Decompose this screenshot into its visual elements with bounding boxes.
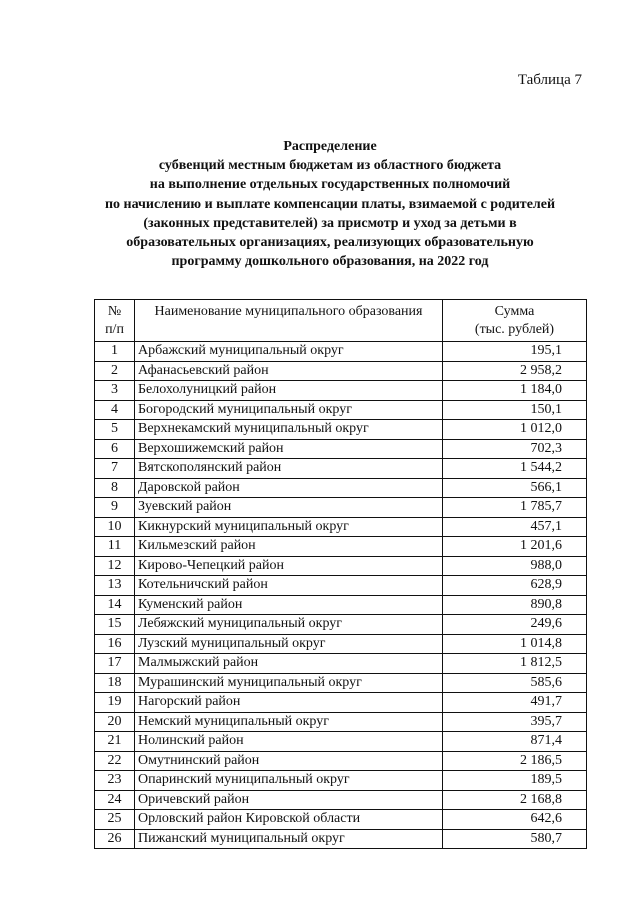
- municipality-name: Верхошижемский район: [135, 439, 443, 459]
- table-row: [95, 634, 587, 654]
- row-number: 4: [95, 400, 135, 420]
- municipality-name: Кирово-Чепецкий район: [135, 556, 443, 576]
- municipality-name: Лузский муниципальный округ: [135, 634, 443, 654]
- table-row: [95, 498, 587, 518]
- row-number: 22: [95, 751, 135, 771]
- row-number: 24: [95, 790, 135, 810]
- row-number: 6: [95, 439, 135, 459]
- title-line: субвенций местным бюджетам из областного бюджета: [158, 158, 502, 174]
- table-row: [95, 537, 587, 557]
- municipality-name: Немский муниципальный округ: [135, 712, 443, 732]
- municipality-name: Белохолуницкий район: [135, 381, 443, 401]
- subvention-amount: 988,0: [443, 556, 587, 576]
- row-number: 21: [95, 732, 135, 752]
- table-row: [95, 712, 587, 732]
- row-number: 8: [95, 478, 135, 498]
- subvention-amount: 395,7: [443, 712, 587, 732]
- municipality-name: Малмыжский район: [135, 654, 443, 674]
- document-title: [60, 137, 600, 271]
- row-number: 1: [95, 342, 135, 362]
- header-num-line: №: [107, 304, 122, 319]
- subvention-amount: 1 544,2: [443, 459, 587, 479]
- municipality-name: Нагорский район: [135, 693, 443, 713]
- row-number: 3: [95, 381, 135, 401]
- subvention-amount: 580,7: [443, 829, 587, 849]
- table-row: [95, 829, 587, 849]
- municipality-name: Орловский район Кировской области: [135, 810, 443, 830]
- table-row: [95, 361, 587, 381]
- title-line: Распределение: [283, 139, 377, 154]
- row-number: 18: [95, 673, 135, 693]
- table-number-label: Таблица 7: [517, 72, 582, 88]
- municipality-name: Пижанский муниципальный округ: [135, 829, 443, 849]
- table-row: [95, 576, 587, 596]
- subvention-amount: 1 012,0: [443, 420, 587, 440]
- table-row: [95, 381, 587, 401]
- municipality-name: Вятскополянский район: [135, 459, 443, 479]
- row-number: 19: [95, 693, 135, 713]
- table-row: [95, 478, 587, 498]
- municipality-name: Лебяжский муниципальный округ: [135, 615, 443, 635]
- subvention-amount: 2 958,2: [443, 361, 587, 381]
- municipality-name: Кильмезский район: [135, 537, 443, 557]
- subvention-amount: 491,7: [443, 693, 587, 713]
- row-number: 13: [95, 576, 135, 596]
- subvention-amount: 1 785,7: [443, 498, 587, 518]
- municipality-name: Афанасьевский район: [135, 361, 443, 381]
- table-row: [95, 771, 587, 791]
- column-header-name: [135, 300, 443, 342]
- row-number: 15: [95, 615, 135, 635]
- table-row: [95, 790, 587, 810]
- subvention-amount: 249,6: [443, 615, 587, 635]
- municipality-name: Зуевский район: [135, 498, 443, 518]
- table-row: [95, 517, 587, 537]
- header-sum-line: Сумма: [494, 304, 535, 319]
- header-name-text: Наименование муниципального образования: [154, 304, 423, 319]
- table-row: [95, 342, 587, 362]
- table-row: [95, 459, 587, 479]
- subvention-amount: 1 812,5: [443, 654, 587, 674]
- row-number: 12: [95, 556, 135, 576]
- municipality-name: Опаринский муниципальный округ: [135, 771, 443, 791]
- row-number: 9: [95, 498, 135, 518]
- title-line: образовательных организациях, реализующих образовательную: [126, 235, 534, 251]
- row-number: 17: [95, 654, 135, 674]
- subvention-amount: 702,3: [443, 439, 587, 459]
- municipality-name: Арбажский муниципальный округ: [135, 342, 443, 362]
- municipality-name: Омутнинский район: [135, 751, 443, 771]
- subvention-amount: 871,4: [443, 732, 587, 752]
- municipality-name: Даровской район: [135, 478, 443, 498]
- subvention-amount: 195,1: [443, 342, 587, 362]
- row-number: 26: [95, 829, 135, 849]
- municipality-name: Мурашинский муниципальный округ: [135, 673, 443, 693]
- table-row: [95, 673, 587, 693]
- title-line: на выполнение отдельных государственных полномочий: [149, 177, 511, 193]
- row-number: 23: [95, 771, 135, 791]
- table-row: [95, 400, 587, 420]
- row-number: 16: [95, 634, 135, 654]
- column-header-sum: [443, 300, 587, 342]
- row-number: 20: [95, 712, 135, 732]
- subvention-amount: 189,5: [443, 771, 587, 791]
- subvention-amount: 890,8: [443, 595, 587, 615]
- municipality-name: Кикнурский муниципальный округ: [135, 517, 443, 537]
- subvention-table: [94, 299, 587, 849]
- table-row: [95, 595, 587, 615]
- table-row: [95, 439, 587, 459]
- subvention-amount: 2 168,8: [443, 790, 587, 810]
- row-number: 5: [95, 420, 135, 440]
- table-row: [95, 654, 587, 674]
- municipality-name: Куменский район: [135, 595, 443, 615]
- table-row: [95, 751, 587, 771]
- table-row: [95, 693, 587, 713]
- title-line: по начислению и выплате компенсации платы, взимаемой с родителей: [104, 196, 556, 212]
- table-row: [95, 732, 587, 752]
- row-number: 10: [95, 517, 135, 537]
- subvention-amount: 1 184,0: [443, 381, 587, 401]
- row-number: 11: [95, 537, 135, 557]
- subvention-amount: 566,1: [443, 478, 587, 498]
- subvention-amount: 585,6: [443, 673, 587, 693]
- table-header-row: [95, 300, 587, 342]
- header-sum-line: (тыс. рублей): [474, 322, 555, 337]
- municipality-name: Оричевский район: [135, 790, 443, 810]
- subvention-amount: 1 014,8: [443, 634, 587, 654]
- table-row: [95, 556, 587, 576]
- subvention-amount: 642,6: [443, 810, 587, 830]
- header-num-line: п/п: [105, 322, 124, 337]
- row-number: 7: [95, 459, 135, 479]
- row-number: 25: [95, 810, 135, 830]
- subvention-amount: 2 186,5: [443, 751, 587, 771]
- municipality-name: Богородский муниципальный округ: [135, 400, 443, 420]
- subvention-amount: 457,1: [443, 517, 587, 537]
- table-row: [95, 420, 587, 440]
- municipality-name: Нолинский район: [135, 732, 443, 752]
- title-line: (законных представителей) за присмотр и уход за детьми в: [143, 215, 517, 231]
- subvention-amount: 150,1: [443, 400, 587, 420]
- subvention-amount: 1 201,6: [443, 537, 587, 557]
- table-row: [95, 615, 587, 635]
- municipality-name: Верхнекамский муниципальный округ: [135, 420, 443, 440]
- column-header-number: [95, 300, 135, 342]
- table-row: [95, 810, 587, 830]
- subvention-amount: 628,9: [443, 576, 587, 596]
- municipality-name: Котельничский район: [135, 576, 443, 596]
- title-line: программу дошкольного образования, на 2022 год: [171, 254, 489, 270]
- row-number: 2: [95, 361, 135, 381]
- row-number: 14: [95, 595, 135, 615]
